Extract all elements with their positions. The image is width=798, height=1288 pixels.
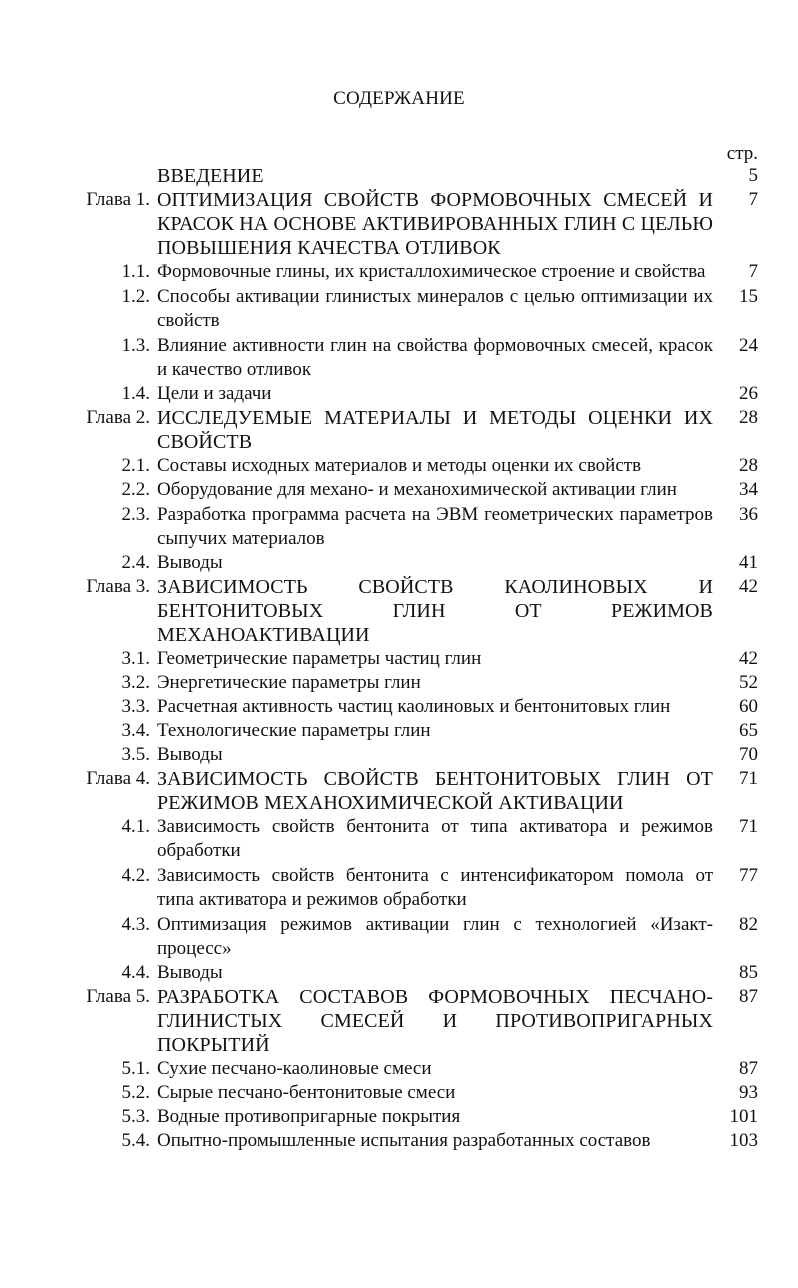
toc-entry-number: 5.2.: [121, 1082, 150, 1103]
toc-entry-number: 3.2.: [121, 672, 150, 693]
toc-entry-page: 71: [739, 768, 758, 789]
toc-entry: [0, 454, 798, 478]
toc-entry: [0, 334, 798, 382]
toc-entry-page: 71: [739, 816, 758, 837]
toc-entry: [0, 575, 798, 647]
toc-entry-number: 1.4.: [121, 383, 150, 404]
toc-entry-title: Опытно-промышленные испытания разработанных составов: [157, 1130, 651, 1151]
toc-entry: [0, 695, 798, 719]
toc-entry-page: 42: [739, 576, 758, 597]
toc-entry-title: Энергетические параметры глин: [157, 672, 421, 693]
toc-entry-title: Зависимость свойств бентонита с интенсификатором помола от типа активатора и режимов обработки: [157, 865, 713, 910]
toc-entry-number: Глава 2.: [86, 407, 150, 428]
toc-entry-title: Формовочные глины, их кристаллохимическое строение и свойства: [157, 261, 706, 282]
toc-entry: [0, 1081, 798, 1105]
toc-entry-number: 2.4.: [121, 552, 150, 573]
toc-entry-number: 4.2.: [121, 865, 150, 886]
toc-entry-page: 41: [739, 552, 758, 573]
toc-entry-page: 101: [729, 1106, 758, 1127]
toc-entry-page: 28: [739, 407, 758, 428]
toc-entry-number: Глава 1.: [86, 189, 150, 210]
page-title: СОДЕРЖАНИЕ: [333, 88, 465, 109]
toc-entry: [0, 260, 798, 284]
toc-entry-title: Оптимизация режимов активации глин с технологией «Изакт-процесс»: [157, 914, 713, 959]
toc-entry-page: 7: [748, 261, 758, 282]
toc-entry-title: Зависимость свойств бентонита от типа активатора и режимов обработки: [157, 816, 713, 861]
toc-entry-page: 24: [739, 335, 758, 356]
toc-entry-page: 77: [739, 865, 758, 886]
toc-entry-title: ВВЕДЕНИЕ: [157, 165, 264, 187]
toc-entry: [0, 864, 798, 912]
toc-entry-number: 5.4.: [121, 1130, 150, 1151]
toc-entry-number: 3.4.: [121, 720, 150, 741]
toc-entry-number: 1.2.: [121, 286, 150, 307]
toc-entry: [0, 406, 798, 454]
toc-entry-number: 4.1.: [121, 816, 150, 837]
toc-entry-title: Влияние активности глин на свойства формовочных смесей, красок и качество отливок: [157, 335, 713, 380]
toc-entry-title: ОПТИМИЗАЦИЯ СВОЙСТВ ФОРМОВОЧНЫХ СМЕСЕЙ И КРАСОК НА ОСНОВЕ АКТИВИРОВАННЫХ ГЛИН С ЦЕЛЬЮ ПОВЫШЕНИЯ КАЧЕСТВА ОТЛИВОК: [157, 189, 713, 259]
toc-entry: [0, 1057, 798, 1081]
toc-entry-page: 70: [739, 744, 758, 765]
toc-entry-page: 36: [739, 504, 758, 525]
toc-entry-number: Глава 3.: [86, 576, 150, 597]
toc-entry: [0, 164, 798, 188]
toc-entry: [0, 551, 798, 575]
toc-entry-title: Оборудование для механо- и механохимической активации глин: [157, 479, 677, 500]
toc-entry-title: Выводы: [157, 962, 223, 983]
page-column-header: стр.: [726, 143, 758, 164]
toc-entry-title: РАЗРАБОТКА СОСТАВОВ ФОРМОВОЧНЫХ ПЕСЧАНО-ГЛИНИСТЫХ СМЕСЕЙ И ПРОТИВОПРИГАРНЫХ ПОКРЫТИЙ: [157, 986, 713, 1056]
toc-entry: [0, 985, 798, 1057]
toc-entry: [0, 815, 798, 863]
toc-entry: [0, 285, 798, 333]
toc-entry-number: 5.3.: [121, 1106, 150, 1127]
toc-entry-page: 82: [739, 914, 758, 935]
toc-entry-number: 3.1.: [121, 648, 150, 669]
toc-entry: [0, 1105, 798, 1129]
toc-entry-number: 3.3.: [121, 696, 150, 717]
toc-entry-number: 1.1.: [121, 261, 150, 282]
toc-entry-title: Составы исходных материалов и методы оценки их свойств: [157, 455, 642, 476]
toc-entry-title: Способы активации глинистых минералов с целью оптимизации их свойств: [157, 286, 713, 331]
toc-entry-page: 26: [739, 383, 758, 404]
toc-entry-number: 5.1.: [121, 1058, 150, 1079]
toc-entry-page: 60: [739, 696, 758, 717]
toc-entry-title: ЗАВИСИМОСТЬ СВОЙСТВ КАОЛИНОВЫХ И БЕНТОНИТОВЫХ ГЛИН ОТ РЕЖИМОВ МЕХАНОАКТИВАЦИИ: [157, 576, 713, 646]
toc-entry-page: 93: [739, 1082, 758, 1103]
toc-entry-title: Выводы: [157, 744, 223, 765]
toc-entry-number: 3.5.: [121, 744, 150, 765]
toc-entry: [0, 743, 798, 767]
toc-entry-page: 65: [739, 720, 758, 741]
toc-entry-number: 4.4.: [121, 962, 150, 983]
toc-entry: [0, 647, 798, 671]
toc-entry-page: 34: [739, 479, 758, 500]
toc-entry-page: 103: [729, 1130, 758, 1151]
toc-entry: [0, 961, 798, 985]
toc-entry-number: 2.2.: [121, 479, 150, 500]
toc-entry: [0, 382, 798, 406]
toc-entry: [0, 1129, 798, 1153]
toc-entry-page: 52: [739, 672, 758, 693]
toc-entry-title: Цели и задачи: [157, 383, 272, 404]
table-of-contents: [0, 164, 798, 1153]
toc-entry-number: Глава 5.: [86, 986, 150, 1007]
toc-entry-page: 28: [739, 455, 758, 476]
toc-entry-title: Выводы: [157, 552, 223, 573]
toc-entry-page: 87: [739, 1058, 758, 1079]
toc-entry-number: Глава 4.: [86, 768, 150, 789]
toc-entry-title: ЗАВИСИМОСТЬ СВОЙСТВ БЕНТОНИТОВЫХ ГЛИН ОТ РЕЖИМОВ МЕХАНОХИМИЧЕСКОЙ АКТИВАЦИИ: [157, 768, 713, 814]
toc-entry: [0, 767, 798, 815]
toc-entry-title: Технологические параметры глин: [157, 720, 431, 741]
toc-entry: [0, 503, 798, 551]
toc-entry-page: 5: [748, 165, 758, 186]
toc-entry-title: Сухие песчано-каолиновые смеси: [157, 1058, 432, 1079]
toc-entry-number: 2.1.: [121, 455, 150, 476]
toc-entry-page: 85: [739, 962, 758, 983]
toc-entry-number: 4.3.: [121, 914, 150, 935]
toc-entry-title: ИССЛЕДУЕМЫЕ МАТЕРИАЛЫ И МЕТОДЫ ОЦЕНКИ ИХ СВОЙСТВ: [157, 407, 713, 453]
toc-entry-page: 42: [739, 648, 758, 669]
toc-entry-page: 87: [739, 986, 758, 1007]
toc-entry-title: Расчетная активность частиц каолиновых и бентонитовых глин: [157, 696, 671, 717]
toc-entry-number: 1.3.: [121, 335, 150, 356]
toc-entry: [0, 719, 798, 743]
toc-entry: [0, 188, 798, 260]
toc-entry: [0, 671, 798, 695]
toc-entry: [0, 478, 798, 502]
toc-entry-title: Геометрические параметры частиц глин: [157, 648, 482, 669]
toc-entry-title: Водные противопригарные покрытия: [157, 1106, 461, 1127]
toc-entry-number: 2.3.: [121, 504, 150, 525]
toc-entry: [0, 913, 798, 961]
toc-entry-page: 7: [748, 189, 758, 210]
toc-entry-title: Разработка программа расчета на ЭВМ геометрических параметров сыпучих материалов: [157, 504, 713, 549]
toc-entry-title: Сырые песчано-бентонитовые смеси: [157, 1082, 456, 1103]
toc-entry-page: 15: [739, 286, 758, 307]
